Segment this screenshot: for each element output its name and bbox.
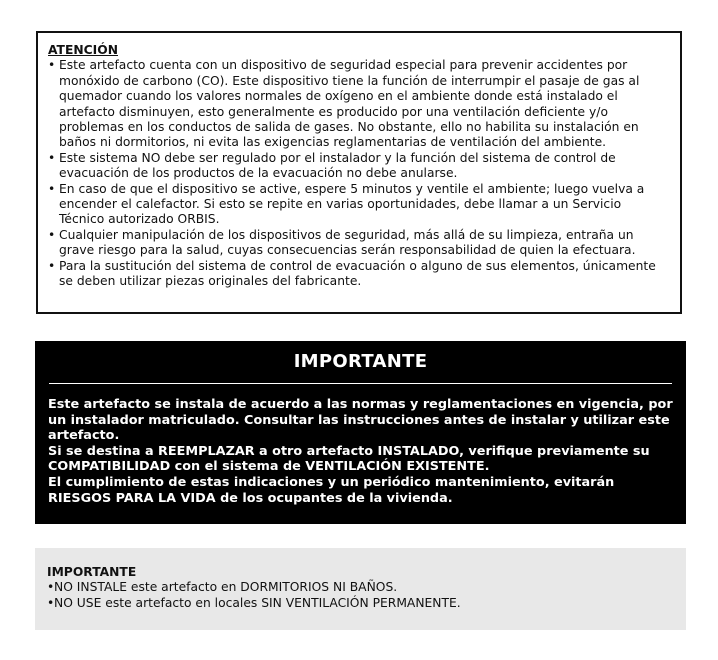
important-warning-box <box>35 341 686 524</box>
attention-list <box>48 58 670 289</box>
attention-item: • Este sistema NO debe ser regulado por el instalador y la función del sistema de control de evacuación de los productos de la evacuación no debe anularse. <box>48 151 670 182</box>
important-paragraph: Este artefacto se instala de acuerdo a las normas y reglamentaciones en vigencia, por un instalador matriculado. Consultar las instrucciones antes de instalar y utilizar este artefacto. <box>48 397 673 444</box>
important-note-heading: IMPORTANTE <box>47 565 137 579</box>
important-note-item: • NO USE este artefacto en locales SIN VENTILACIÓN PERMANENTE. <box>47 596 676 611</box>
important-title: IMPORTANTE <box>293 351 428 372</box>
important-note-list <box>47 580 676 611</box>
attention-heading: ATENCIÓN <box>48 43 118 57</box>
attention-item: • Este artefacto cuenta con un dispositivo de seguridad especial para prevenir accidentes por monóxido de carbono (CO). Este dispositivo tiene la función de interrumpir el pasaje de gas al quemador cuando los valores normales de oxígeno en el ambiente donde está instalado el artefacto disminuyen, esto generalmente es producido por una ventilación deficiente y/o problemas en los conductos de salida de gases. No obstante, ello no habilita su instalación en baños ni dormitorios, ni evita las exigencias reglamentarias de ventilación del ambiente. <box>48 58 670 150</box>
important-body <box>35 384 686 506</box>
attention-item: • Para la sustitución del sistema de control de evacuación o alguno de sus elementos, únicamente se deben utilizar piezas originales del fabricante. <box>48 259 670 290</box>
important-note-box <box>35 548 686 630</box>
attention-item: • Cualquier manipulación de los dispositivos de seguridad, más allá de su limpieza, entraña un grave riesgo para la salud, cuyas consecuencias serán responsabilidad de quien la efectuara. <box>48 228 670 259</box>
important-paragraph: El cumplimiento de estas indicaciones y un periódico mantenimiento, evitarán RIESGOS PARA LA VIDA de los ocupantes de la vivienda. <box>48 474 615 506</box>
important-paragraph: Si se destina a REEMPLAZAR a otro artefacto INSTALADO, verifique previamente su COMPATIBILIDAD con el sistema de VENTILACIÓN EXISTENTE. <box>48 443 650 475</box>
attention-item: • En caso de que el dispositivo se active, espere 5 minutos y ventile el ambiente; luego vuelva a encender el calefactor. Si esto se repite en varias oportunidades, debe llamar a un Servicio Técnico autorizado ORBIS. <box>48 182 670 228</box>
attention-notice-box <box>36 31 682 314</box>
important-note-item: • NO INSTALE este artefacto en DORMITORIOS NI BAÑOS. <box>47 580 676 595</box>
